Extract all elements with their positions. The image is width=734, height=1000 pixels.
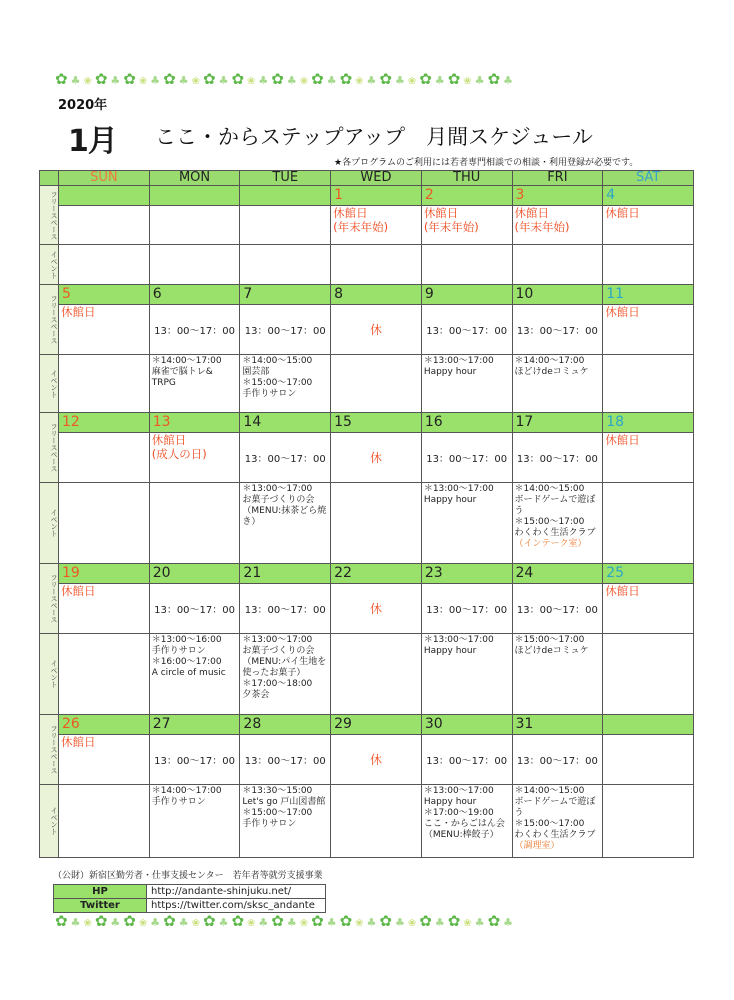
free-space-cell [603,433,694,483]
footer [53,868,333,913]
date-cell: 27 [149,715,240,735]
date-cell: 30 [421,715,512,735]
open-hours: 13：00～17：00 [426,756,508,767]
open-hours: 13：00～17：00 [516,326,598,337]
free-space-cell [59,433,150,483]
free-space-cell [331,206,422,245]
registration-note: ★各プログラムのご利用には若者専門相談での相談・利用登録が必要です。 [334,158,639,168]
event-cell [149,483,240,564]
weekday-fri: FRI [512,171,603,186]
contact-table [53,884,326,913]
event-cell [512,634,603,715]
free-space-cell [59,584,150,634]
twitter-url-link[interactable]: https://twitter.com/sksc_andante [147,899,326,913]
free-space-cell [149,433,240,483]
event-side-label: イベント [40,634,59,715]
event-cell [149,634,240,715]
free-space-cell [331,735,422,785]
closed-label: 休 [369,323,382,337]
closed-label: 休 [369,602,382,616]
free-space-cell [59,206,150,245]
free-space-side-label: フリースペース [40,564,59,634]
closed-day-label: 休館日 (年末年始) [423,206,479,234]
event-cell [240,785,331,858]
event-side-label: イベント [40,355,59,413]
open-hours: 13：00～17：00 [244,454,326,465]
date-cell: 4 [603,186,694,206]
week-date-row [40,186,694,206]
event-row [40,245,694,285]
date-cell: 7 [240,285,331,305]
room-note: （調理室） [514,841,560,851]
date-cell: 13 [149,413,240,433]
free-space-side-label: フリースペース [40,413,59,483]
date-cell [59,186,150,206]
event-text: ＊13:00～17:00 Happy hour [423,356,494,377]
event-text: ＊13:00～17:00 お菓子づくりの会 （MENU:抹茶どら焼き） [242,484,327,527]
closed-day-label: 休館日 (年末年始) [333,206,389,234]
free-space-cell [331,305,422,355]
event-cell [512,355,603,413]
event-side-label: イベント [40,483,59,564]
free-space-cell [149,584,240,634]
date-cell: 20 [149,564,240,584]
free-space-cell [331,584,422,634]
open-hours: 13：00～17：00 [426,605,508,616]
event-cell [240,355,331,413]
event-cell [421,785,512,858]
open-hours: 13：00～17：00 [426,454,508,465]
free-space-cell [512,584,603,634]
open-hours: 13：00～17：00 [154,756,235,767]
event-text: ＊13:00～17:00 お菓子づくりの会 （MENU:パイ生地を使ったお菓子） ＊17:00～18:00 夕茶会 [242,635,327,700]
open-hours: 13：00～17：00 [516,605,598,616]
event-cell [331,355,422,413]
free-space-row [40,206,694,245]
free-space-cell [603,584,694,634]
open-hours: 13：00～17：00 [516,756,598,767]
event-cell [421,483,512,564]
event-cell [59,245,150,285]
free-space-row [40,305,694,355]
open-hours: 13：00～17：00 [244,756,326,767]
date-cell: 23 [421,564,512,584]
free-space-cell [512,206,603,245]
date-cell: 11 [603,285,694,305]
date-cell: 25 [603,564,694,584]
event-cell [512,245,603,285]
free-space-row [40,433,694,483]
event-cell [59,355,150,413]
room-note: （インテーク室） [514,539,587,549]
event-cell [240,634,331,715]
event-text: ＊13:30～15:00 Let's go 戸山図書館 ＊15:00～17:00 手作りサロン [242,786,326,829]
closed-day-label: 休館日 [61,735,96,749]
event-cell [331,245,422,285]
event-text: ＊13:00～17:00 Happy hour [423,484,494,505]
free-space-cell [240,433,331,483]
date-cell: 1 [331,186,422,206]
monthly-calendar [39,170,694,858]
event-text: ＊14:00～17:00 麻雀で脳トレ& TRPG [151,356,222,388]
free-space-cell [240,206,331,245]
event-cell [149,355,240,413]
event-cell [149,785,240,858]
date-cell: 21 [240,564,331,584]
date-cell: 5 [59,285,150,305]
date-cell [240,186,331,206]
event-row [40,785,694,858]
free-space-cell [421,584,512,634]
free-space-cell [512,735,603,785]
clover-decoration-bottom: ✿♣❀✿♣✿❀♣✿♣❀✿♣✿❀♣✿♣❀✿♣✿❀♣✿♣❀✿♣✿❀♣✿♣ [55,912,517,930]
date-cell: 12 [59,413,150,433]
event-cell [59,785,150,858]
open-hours: 13：00～17：00 [154,326,235,337]
date-cell: 8 [331,285,422,305]
event-text: ＊13:00～17:00 Happy hour ＊17:00～19:00 ここ・からごはん会 （MENU:棒餃子） [423,786,505,840]
free-space-cell [421,433,512,483]
free-space-cell [59,305,150,355]
week-date-row [40,715,694,735]
weekday-sat: SAT [603,171,694,186]
event-cell [512,785,603,858]
event-cell [603,785,694,858]
event-text: ＊14:00～15:00 園芸部 ＊15:00～17:00 手作りサロン [242,356,313,399]
date-cell: 16 [421,413,512,433]
free-space-side-label: フリースペース [40,285,59,355]
free-space-cell [512,433,603,483]
event-text: ＊13:00～16:00 手作りサロン ＊16:00～17:00 A circle of music [151,635,226,678]
event-cell [149,245,240,285]
event-text: ＊14:00～17:00 手作りサロン [151,786,222,807]
open-hours: 13：00～17：00 [244,605,326,616]
event-cell [603,355,694,413]
free-space-cell [512,305,603,355]
free-space-cell [603,305,694,355]
weekday-sun: SUN [59,171,150,186]
date-cell: 6 [149,285,240,305]
weekday-mon: MON [149,171,240,186]
date-cell [603,715,694,735]
closed-day-label: 休館日 [605,305,640,319]
event-cell [59,634,150,715]
closed-label: 休 [369,753,382,767]
free-space-row [40,584,694,634]
week-date-row [40,413,694,433]
event-text: ＊14:00～15:00 ボードゲームで遊ぼう ＊15:00～17:00 わくわく生活クラブ [514,484,596,538]
hp-url-link[interactable]: http://andante-shinjuku.net/ [147,885,326,899]
hp-label: HP [54,885,147,899]
event-text: ＊15:00～17:00 ほどけdeコミュケ [514,635,589,656]
closed-day-label: 休館日 [605,206,640,220]
free-space-row [40,735,694,785]
organization-name: （公財）新宿区勤労者・仕事支援センター 若年者等就労支援事業 [53,871,323,881]
event-cell [512,483,603,564]
event-row [40,483,694,564]
free-space-cell [149,735,240,785]
date-cell: 15 [331,413,422,433]
weekday-wed: WED [331,171,422,186]
event-cell [331,634,422,715]
date-cell: 31 [512,715,603,735]
open-hours: 13：00～17：00 [426,326,508,337]
date-cell: 26 [59,715,150,735]
event-cell [603,245,694,285]
event-cell [331,483,422,564]
free-space-cell [149,206,240,245]
corner-cell [40,171,59,186]
closed-day-label: 休館日 (成人の日) [151,433,207,461]
weekday-tue: TUE [240,171,331,186]
date-cell: 9 [421,285,512,305]
event-row [40,634,694,715]
year-label: 2020年 [58,98,108,113]
date-cell: 18 [603,413,694,433]
event-cell [240,245,331,285]
week-date-row [40,285,694,305]
weekday-thu: THU [421,171,512,186]
date-cell: 2 [421,186,512,206]
closed-day-label: 休館日 [605,433,640,447]
free-space-cell [149,305,240,355]
free-space-cell [240,305,331,355]
event-side-label: イベント [40,245,59,285]
weekday-header-row [40,171,694,186]
event-row [40,355,694,413]
event-cell [603,483,694,564]
event-cell [421,355,512,413]
event-cell [240,483,331,564]
date-cell [149,186,240,206]
closed-day-label: 休館日 [605,584,640,598]
free-space-cell [421,305,512,355]
event-cell [421,245,512,285]
event-side-label: イベント [40,785,59,858]
free-space-cell [421,735,512,785]
month-label: 1月 [68,124,117,159]
clover-decoration-top: ✿♣❀✿♣✿❀♣✿♣❀✿♣✿❀♣✿♣❀✿♣✿❀♣✿♣❀✿♣✿❀♣✿♣ [55,70,517,88]
date-cell: 14 [240,413,331,433]
free-space-side-label: フリースペース [40,715,59,785]
event-cell [603,634,694,715]
free-space-cell [331,433,422,483]
date-cell: 28 [240,715,331,735]
event-cell [331,785,422,858]
open-hours: 13：00～17：00 [244,326,326,337]
date-cell: 10 [512,285,603,305]
event-cell [59,483,150,564]
date-cell: 24 [512,564,603,584]
week-date-row [40,564,694,584]
event-cell [421,634,512,715]
free-space-cell [603,735,694,785]
closed-day-label: 休館日 (年末年始) [514,206,570,234]
free-space-cell [240,735,331,785]
open-hours: 13：00～17：00 [516,454,598,465]
date-cell: 19 [59,564,150,584]
closed-label: 休 [369,451,382,465]
twitter-label: Twitter [54,899,147,913]
date-cell: 3 [512,186,603,206]
free-space-cell [59,735,150,785]
event-text: ＊14:00～17:00 ほどけdeコミュケ [514,356,589,377]
date-cell: 22 [331,564,422,584]
free-space-side-label: フリースペース [40,186,59,245]
event-text: ＊13:00～17:00 Happy hour [423,635,494,656]
date-cell: 17 [512,413,603,433]
closed-day-label: 休館日 [61,305,96,319]
open-hours: 13：00～17：00 [154,605,235,616]
free-space-cell [240,584,331,634]
event-text: ＊14:00～15:00 ボードゲームで遊ぼう ＊15:00～17:00 わくわく生活クラブ [514,786,596,840]
closed-day-label: 休館日 [61,584,96,598]
free-space-cell [421,206,512,245]
page-title: ここ・からステップアップ 月間スケジュール [155,125,593,149]
date-cell: 29 [331,715,422,735]
free-space-cell [603,206,694,245]
